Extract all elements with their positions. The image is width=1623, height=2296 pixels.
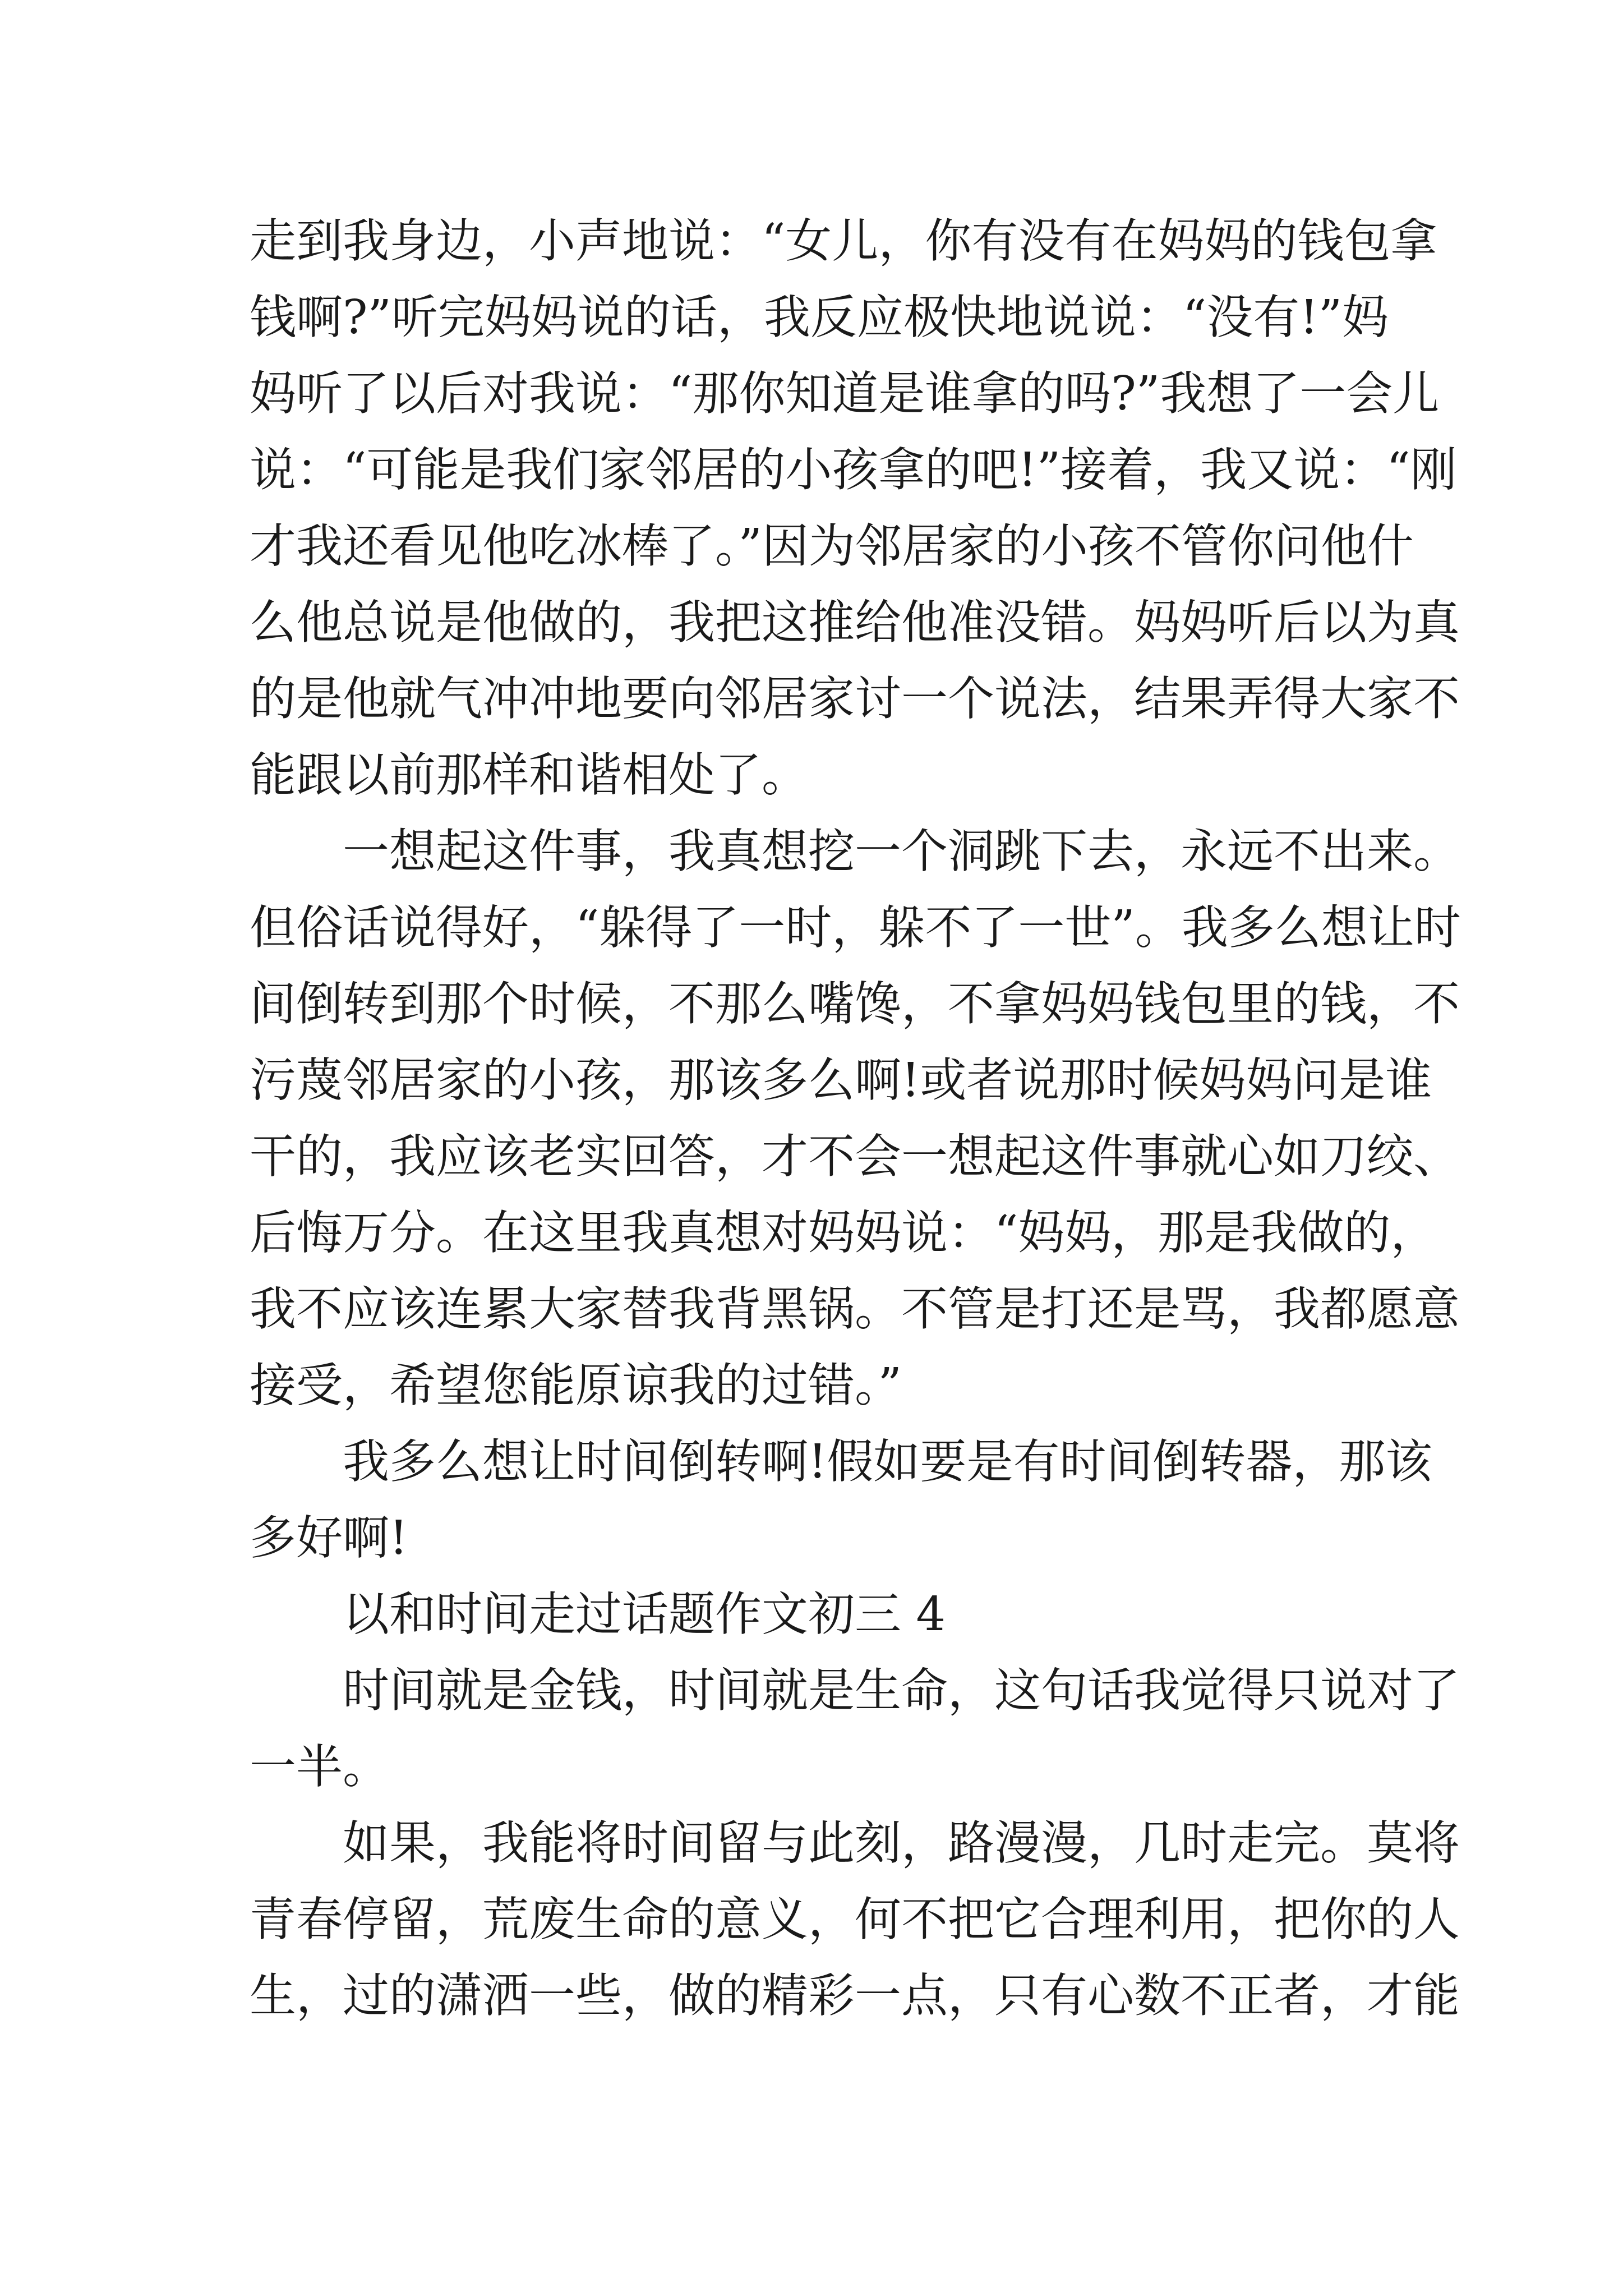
text-line: 后悔万分。在这里我真想对妈妈说：“妈妈，那是我做的，	[250, 1205, 1437, 1260]
text-line: 生，过的潇洒一些，做的精彩一点，只有心数不正者，才能	[250, 1968, 1460, 2023]
text-line: 一半。	[250, 1740, 389, 1794]
text-line: 走到我身边，小声地说：“女儿，你有没有在妈妈的钱包拿	[250, 214, 1437, 268]
paragraph-first-line: 如果，我能将时间留与此刻，路漫漫，几时走完。莫将	[343, 1816, 1460, 1870]
text-line: 干的，我应该老实回答，才不会一想起这件事就心如刀绞、	[250, 1129, 1460, 1184]
text-line: 污蔑邻居家的小孩，那该多么啊!或者说那时候妈妈问是谁	[250, 1053, 1432, 1107]
text-line: 接受，希望您能原谅我的过错。”	[250, 1358, 902, 1412]
text-line: 间倒转到那个时候，不那么嘴馋，不拿妈妈钱包里的钱，不	[250, 977, 1460, 1031]
text-line: 钱啊?”听完妈妈说的话，我反应极快地说说：“没有!”妈	[250, 290, 1389, 344]
paragraph-first-line: 我多么想让时间倒转啊!假如要是有时间倒转器，那该	[343, 1434, 1432, 1489]
text-line: 的是他就气冲冲地要向邻居家讨一个说法，结果弄得大家不	[250, 671, 1460, 726]
section-heading: 以和时间走过话题作文初三 4	[343, 1587, 946, 1641]
text-line: 多好啊!	[250, 1511, 408, 1565]
text-line: 但俗话说得好，“躲得了一时，躲不了一世”。我多么想让时	[250, 900, 1461, 955]
paragraph-first-line: 一想起这件事，我真想挖一个洞跳下去，永远不出来。	[343, 824, 1460, 878]
text-line: 我不应该连累大家替我背黑锅。不管是打还是骂，我都愿意	[250, 1282, 1460, 1336]
text-line: 妈听了以后对我说：“那你知道是谁拿的吗?”我想了一会儿	[250, 366, 1440, 421]
text-line: 么他总说是他做的，我把这推给他准没错。妈妈听后以为真	[250, 595, 1460, 650]
text-line: 说：“可能是我们家邻居的小孩拿的吧!”接着，我又说：“刚	[250, 443, 1457, 497]
text-line: 能跟以前那样和谐相处了。	[250, 748, 808, 802]
paragraph-first-line: 时间就是金钱，时间就是生命，这句话我觉得只说对了	[343, 1663, 1460, 1718]
text-line: 青春停留，荒废生命的意义，何不把它合理利用，把你的人	[250, 1892, 1460, 1947]
text-line: 才我还看见他吃冰棒了。”因为邻居家的小孩不管你问他什	[250, 519, 1414, 573]
